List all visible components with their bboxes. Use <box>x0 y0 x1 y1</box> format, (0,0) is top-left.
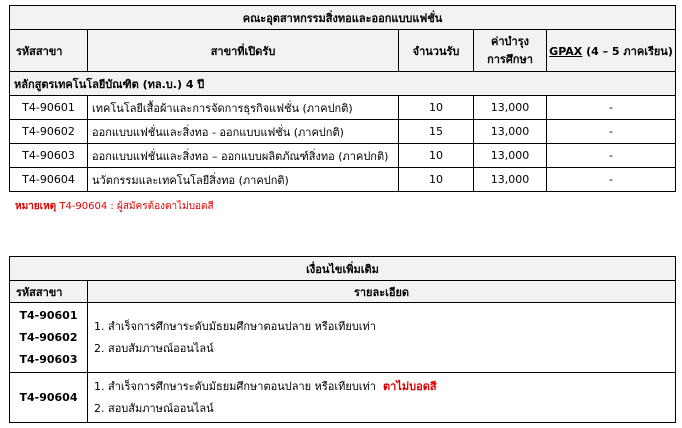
conditions-code: T4-90602 <box>19 330 78 344</box>
header-gpax-rest: (4 – 5 ภาคเรียน) <box>582 44 673 58</box>
conditions-row <box>10 373 676 423</box>
row-quota: 10 <box>399 96 474 120</box>
header-fee <box>474 30 547 72</box>
row-code: T4-90604 <box>10 168 88 192</box>
colorblind-requirement: ตาไม่บอดสี <box>383 379 437 393</box>
programs-table <box>9 5 676 192</box>
row-fee: 13,000 <box>474 144 547 168</box>
row-fee: 13,000 <box>474 168 547 192</box>
conditions-header-detail: รายละเอียด <box>88 281 676 303</box>
row-gpax: - <box>547 168 676 192</box>
row-program: ออกแบบแฟชั่นและสิ่งทอ – ออกแบบผลิตภัณฑ์สิ่งทอ (ภาคปกติ) <box>88 144 399 168</box>
conditions-table-title: เงื่อนไขเพิ่มเติม <box>10 257 676 281</box>
conditions-line: 1. สำเร็จการศึกษาระดับมัธยมศึกษาตอนปลาย หรือเทียบเท่า <box>94 319 376 333</box>
programs-table-title: คณะอุตสาหกรรมสิ่งทอและออกแบบแฟชั่น <box>10 6 676 30</box>
row-code: T4-90602 <box>10 120 88 144</box>
conditions-line: 2. สอบสัมภาษณ์ออนไลน์ <box>94 341 214 355</box>
row-gpax: - <box>547 120 676 144</box>
row-code: T4-90603 <box>10 144 88 168</box>
header-code: รหัสสาขา <box>10 30 88 72</box>
table-row <box>10 144 676 168</box>
conditions-code: T4-90601 <box>19 308 78 322</box>
row-gpax: - <box>547 96 676 120</box>
conditions-code: T4-90604 <box>10 373 88 423</box>
table-row <box>10 96 676 120</box>
note-text: T4-90604 : ผู้สมัครต้องตาไม่บอดสี <box>56 201 214 212</box>
section-label: หลักสูตรเทคโนโลยีบัณฑิต (ทล.บ.) 4 ปี <box>10 72 676 96</box>
header-fee-line2: การศึกษา <box>487 52 533 66</box>
conditions-line: 1. สำเร็จการศึกษาระดับมัธยมศึกษาตอนปลาย หรือเทียบเท่า <box>94 379 376 393</box>
note <box>15 199 214 214</box>
row-fee: 13,000 <box>474 96 547 120</box>
row-gpax: - <box>547 144 676 168</box>
conditions-header-code: รหัสสาขา <box>10 281 88 303</box>
header-program: สาขาที่เปิดรับ <box>88 30 399 72</box>
conditions-table <box>9 256 676 423</box>
header-gpax <box>547 30 676 72</box>
header-fee-line1: ค่าบำรุง <box>491 34 529 48</box>
row-program: ออกแบบแฟชั่นและสิ่งทอ - ออกแบบแฟชั่น (ภาคปกติ) <box>88 120 399 144</box>
conditions-line: 2. สอบสัมภาษณ์ออนไลน์ <box>94 401 214 415</box>
conditions-detail <box>88 373 676 423</box>
row-program: เทคโนโลยีเสื้อผ้าและการจัดการธุรกิจแฟชั่น (ภาคปกติ) <box>88 96 399 120</box>
header-quota: จำนวนรับ <box>399 30 474 72</box>
conditions-row <box>10 303 676 373</box>
row-program: นวัตกรรมและเทคโนโลยีสิ่งทอ (ภาคปกติ) <box>88 168 399 192</box>
row-quota: 10 <box>399 168 474 192</box>
table-row <box>10 120 676 144</box>
header-gpax-label: GPAX <box>549 44 583 58</box>
row-quota: 10 <box>399 144 474 168</box>
conditions-detail <box>88 303 676 373</box>
conditions-codes <box>10 303 88 373</box>
row-code: T4-90601 <box>10 96 88 120</box>
row-quota: 15 <box>399 120 474 144</box>
note-label: หมายเหตุ <box>15 201 57 212</box>
conditions-code: T4-90603 <box>19 352 78 366</box>
row-fee: 13,000 <box>474 120 547 144</box>
table-row <box>10 168 676 192</box>
